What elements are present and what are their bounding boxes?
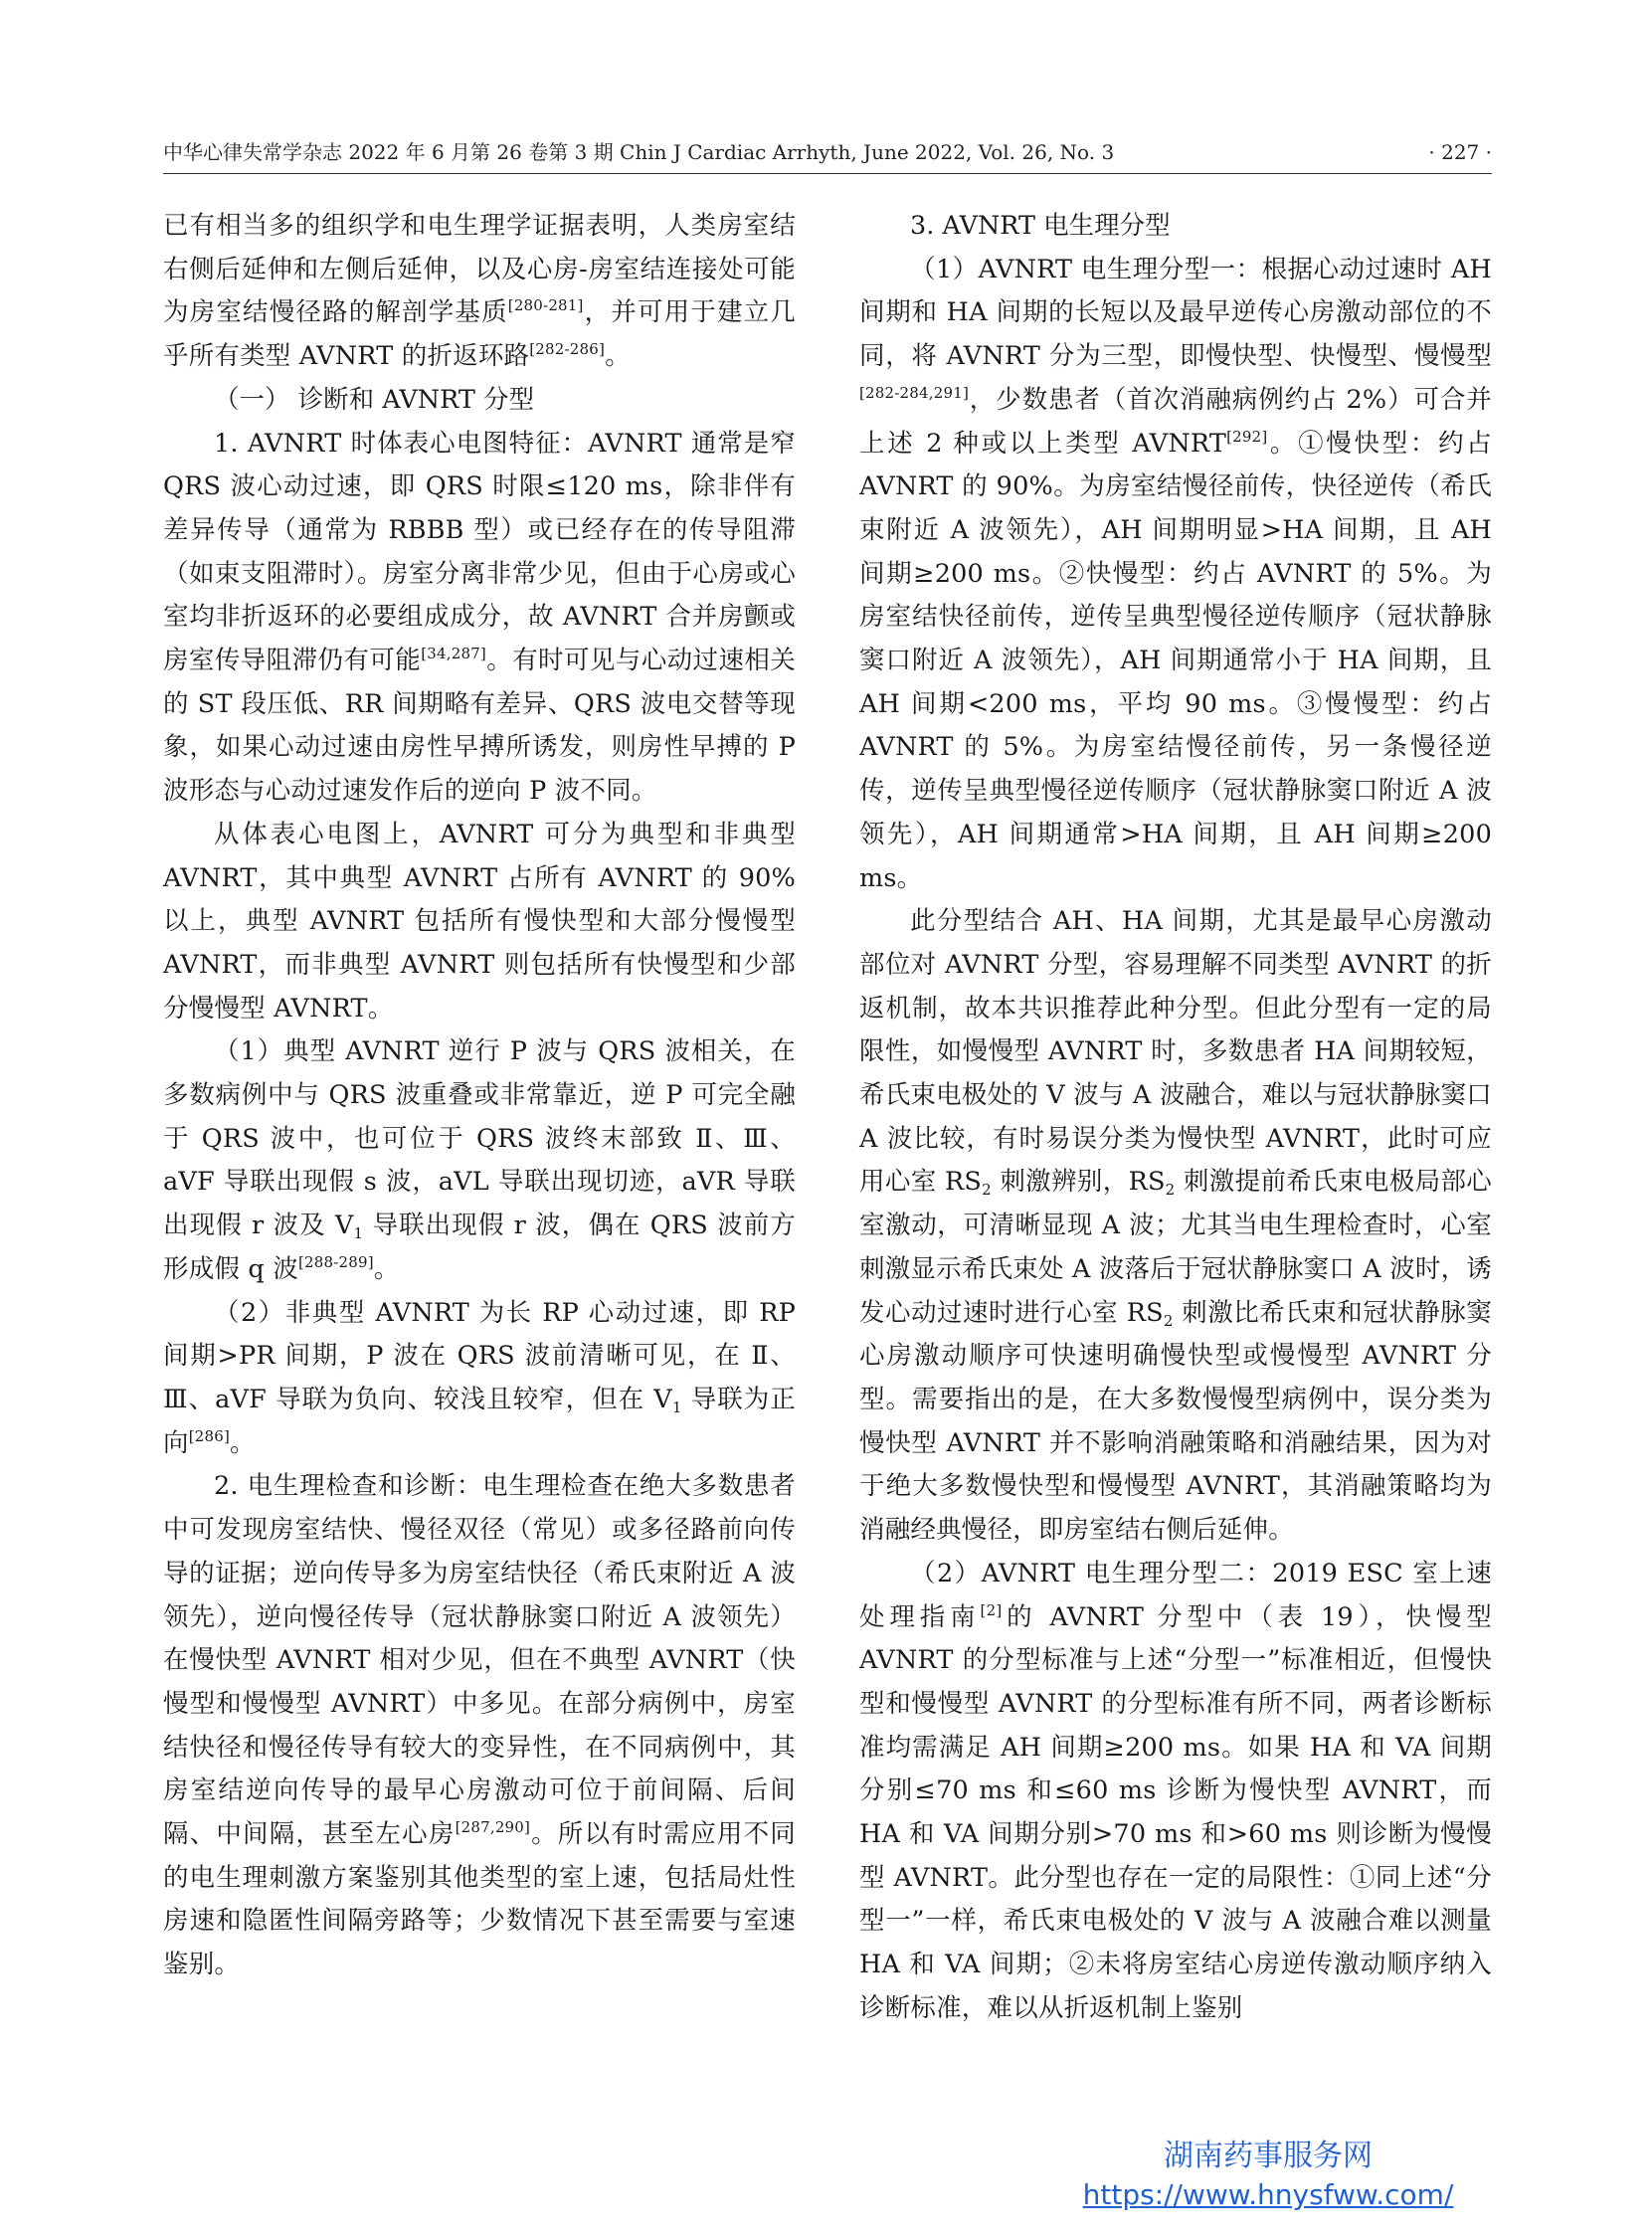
paragraph: （2）AVNRT 电生理分型二：2019 ESC 室上速处理指南[2]的 AVNRT 分型中（表 19），快慢型 AVNRT 的分型标准与上述“分型一”标准相近，但慢快型和慢慢型 AVNRT 的分型标准有所不同，两者诊断标准均需满足 AH 间期≥200 ms。如果 HA 和 VA 间期分别≤70 ms 和≤60 ms 诊断为慢快型 AVNRT，而 HA 和 VA 间期分别>70 ms 和>60 ms 则诊断为慢慢型 AVNRT。此分型也存在一定的局限性：①同上述“分型一”一样，希氏束电极处的 V 波与 A 波融合难以测量 HA 和 VA 间期；②未将房室结心房逆传激动顺序纳入诊断标准，难以从折返机制上鉴别 — [859, 1558, 1492, 2023]
watermark — [1034, 2137, 1502, 2214]
citation-ref: [282-284,291] — [859, 383, 970, 402]
subscript: 2 — [1165, 1181, 1176, 1200]
section-heading: 3. AVNRT 电生理分型 — [910, 211, 1171, 241]
paragraph: （1）典型 AVNRT 逆行 P 波与 QRS 波相关，在多数病例中与 QRS 波重叠或非常靠近，逆 P 可完全融于 QRS 波中，也可位于 QRS 波终末部致 Ⅱ、Ⅲ、aVF 导联出现假 s 波，aVL 导联出现切迹，aVR 导联出现假 r 波及 $V_1$ 导联出现假 r 波，偶在 QRS 波前方形成假 q 波[288-289]。 — [163, 1036, 796, 1284]
citation-ref: [286] — [188, 1426, 231, 1445]
section-heading: （一） 诊断和 AVNRT 分型 — [214, 384, 534, 415]
header-rule — [163, 173, 1492, 174]
subscript: 1 — [353, 1224, 364, 1243]
watermark-url[interactable]: https://www.hnysfww.com/ — [1082, 2178, 1454, 2211]
left-column — [163, 205, 796, 1987]
paragraph: 已有相当多的组织学和电生理学证据表明，人类房室结右侧后延伸和左侧后延伸，以及心房-房室结连接处可能为房室结慢径路的解剖学基质[280-281]，并可用于建立几乎所有类型 AVNRT 的折返环路[282-286]。 — [163, 211, 796, 372]
right-column — [859, 205, 1492, 2031]
paragraph: 1. AVNRT 时体表心电图特征：AVNRT 通常是窄 QRS 波心动过速，即 QRS 时限≤120 ms，除非伴有差异传导（通常为 RBBB 型）或已经存在的传导阻滞（如束支阻滞时）。房室分离非常少见，但由于心房或心室均非折返环的必要组成成分，故 AVNRT 合并房颤或房室传导阻滞仍有可能[34,287]。有时可见与心动过速相关的 ST 段压低、RR 间期略有差异、QRS 波电交替等现象，如果心动过速由房性早搏所诱发，则房性早搏的 P 波形态与心动过速发作后的逆向 P 波不同。 — [163, 428, 796, 807]
paragraph: （1）AVNRT 电生理分型一：根据心动过速时 AH 间期和 HA 间期的长短以及最早逆传心房激动部位的不同，将 AVNRT 分为三型，即慢快型、快慢型、慢慢型[282-284,291]，少数患者（首次消融病例约占 2%）可合并上述 2 种或以上类型 AVNRT[292]。①慢快型：约占 AVNRT 的 90%。为房室结慢径前传，快径逆传（希氏束附近 A 波领先），AH 间期明显>HA 间期，且 AH 间期≥200 ms。②快慢型：约占 AVNRT 的 5%。为房室结快径前传，逆传呈典型慢径逆传顺序（冠状静脉窦口附近 A 波领先），AH 间期通常小于 HA 间期，且 AH 间期<200 ms，平均 90 ms。③慢慢型：约占 AVNRT 的 5%。为房室结慢径前传，另一条慢径逆传，逆传呈典型慢径逆传顺序（冠状静脉窦口附近 A 波领先），AH 间期通常>HA 间期，且 AH 间期≥200 ms。 — [859, 254, 1492, 893]
watermark-name: 湖南药事服务网 — [1164, 2139, 1373, 2173]
paragraph: （2）非典型 AVNRT 为长 RP 心动过速，即 RP 间期>PR 间期，P 波在 QRS 波前清晰可见，在 Ⅱ、Ⅲ、aVF 导联为负向、较浅且较窄，但在 $V_1$ 导联为正向[286]。 — [163, 1297, 796, 1458]
citation-ref: [287,290] — [455, 1818, 531, 1837]
paragraph: 2. 电生理检查和诊断：电生理检查在绝大多数患者中可发现房室结快、慢径双径（常见）或多径路前向传导的证据；逆向传导多为房室结快径（希氏束附近 A 波领先），逆向慢径传导（冠状静脉窦口附近 A 波领先）在慢快型 AVNRT 相对少见，但在不典型 AVNRT（快慢型和慢慢型 AVNRT）中多见。在部分病例中，房室结快径和慢径传导有较大的变异性，在不同病例中，其房室结逆向传导的最早心房激动可位于前间隔、后间隔、中间隔，甚至左心房[287,290]。所以有时需应用不同的电生理刺激方案鉴别其他类型的室上速，包括局灶性房速和隐匿性间隔旁路等；少数情况下甚至需要与室速鉴别。 — [163, 1471, 796, 1980]
citation-ref: [292] — [1226, 427, 1268, 446]
subscript: 2 — [1163, 1311, 1174, 1330]
paragraph: 此分型结合 AH、HA 间期，尤其是最早心房激动部位对 AVNRT 分型，容易理解不同类型 AVNRT 的折返机制，故本共识推荐此种分型。但此分型有一定的局限性，如慢慢型 AVNRT 时，多数患者 HA 间期较短，希氏束电极处的 V 波与 A 波融合，难以与冠状静脉窦口 A 波比较，有时易误分类为慢快型 AVNRT，此时可应用心室 $RS_2$ 刺激辨别，$RS_2$ 刺激提前希氏束电极局部心室激动，可清晰显现 A 波；尤其当电生理检查时，心室刺激显示希氏束处 A 波落后于冠状静脉窦口 A 波时，诱发心动过速时进行心室 $RS_2$ 刺激比希氏束和冠状静脉窦心房激动顺序可快速明确慢快型或慢慢型 AVNRT 分型。需要指出的是，在大多数慢慢型病例中，误分类为慢快型 AVNRT 并不影响消融策略和消融结果，因为对于绝大多数慢快型和慢慢型 AVNRT，其消融策略均为消融经典慢径，即房室结右侧后延伸。 — [859, 906, 1493, 1546]
citation-ref: [2] — [980, 1600, 1003, 1619]
citation-ref: [288-289] — [297, 1252, 374, 1271]
subscript: 2 — [982, 1181, 992, 1200]
subscript: 1 — [671, 1398, 682, 1416]
citation-ref: [282-286] — [529, 340, 606, 359]
citation-ref: [34,287] — [421, 645, 486, 663]
citation-ref: [280-281] — [507, 296, 584, 315]
journal-citation: 中华心律失常学杂志 2022 年 6 月第 26 卷第 3 期 Chin J Cardiac Arrhyth, June 2022, Vol. 26, No. 3 — [163, 140, 1115, 164]
running-header — [163, 135, 1492, 169]
page-number: · 227 · — [1428, 140, 1492, 164]
paragraph: 从体表心电图上，AVNRT 可分为典型和非典型 AVNRT，其中典型 AVNRT 占所有 AVNRT 的 90%以上，典型 AVNRT 包括所有慢快型和大部分慢慢型 AVNRT，而非典型 AVNRT 则包括所有快慢型和少部分慢慢型 AVNRT。 — [163, 819, 796, 1024]
